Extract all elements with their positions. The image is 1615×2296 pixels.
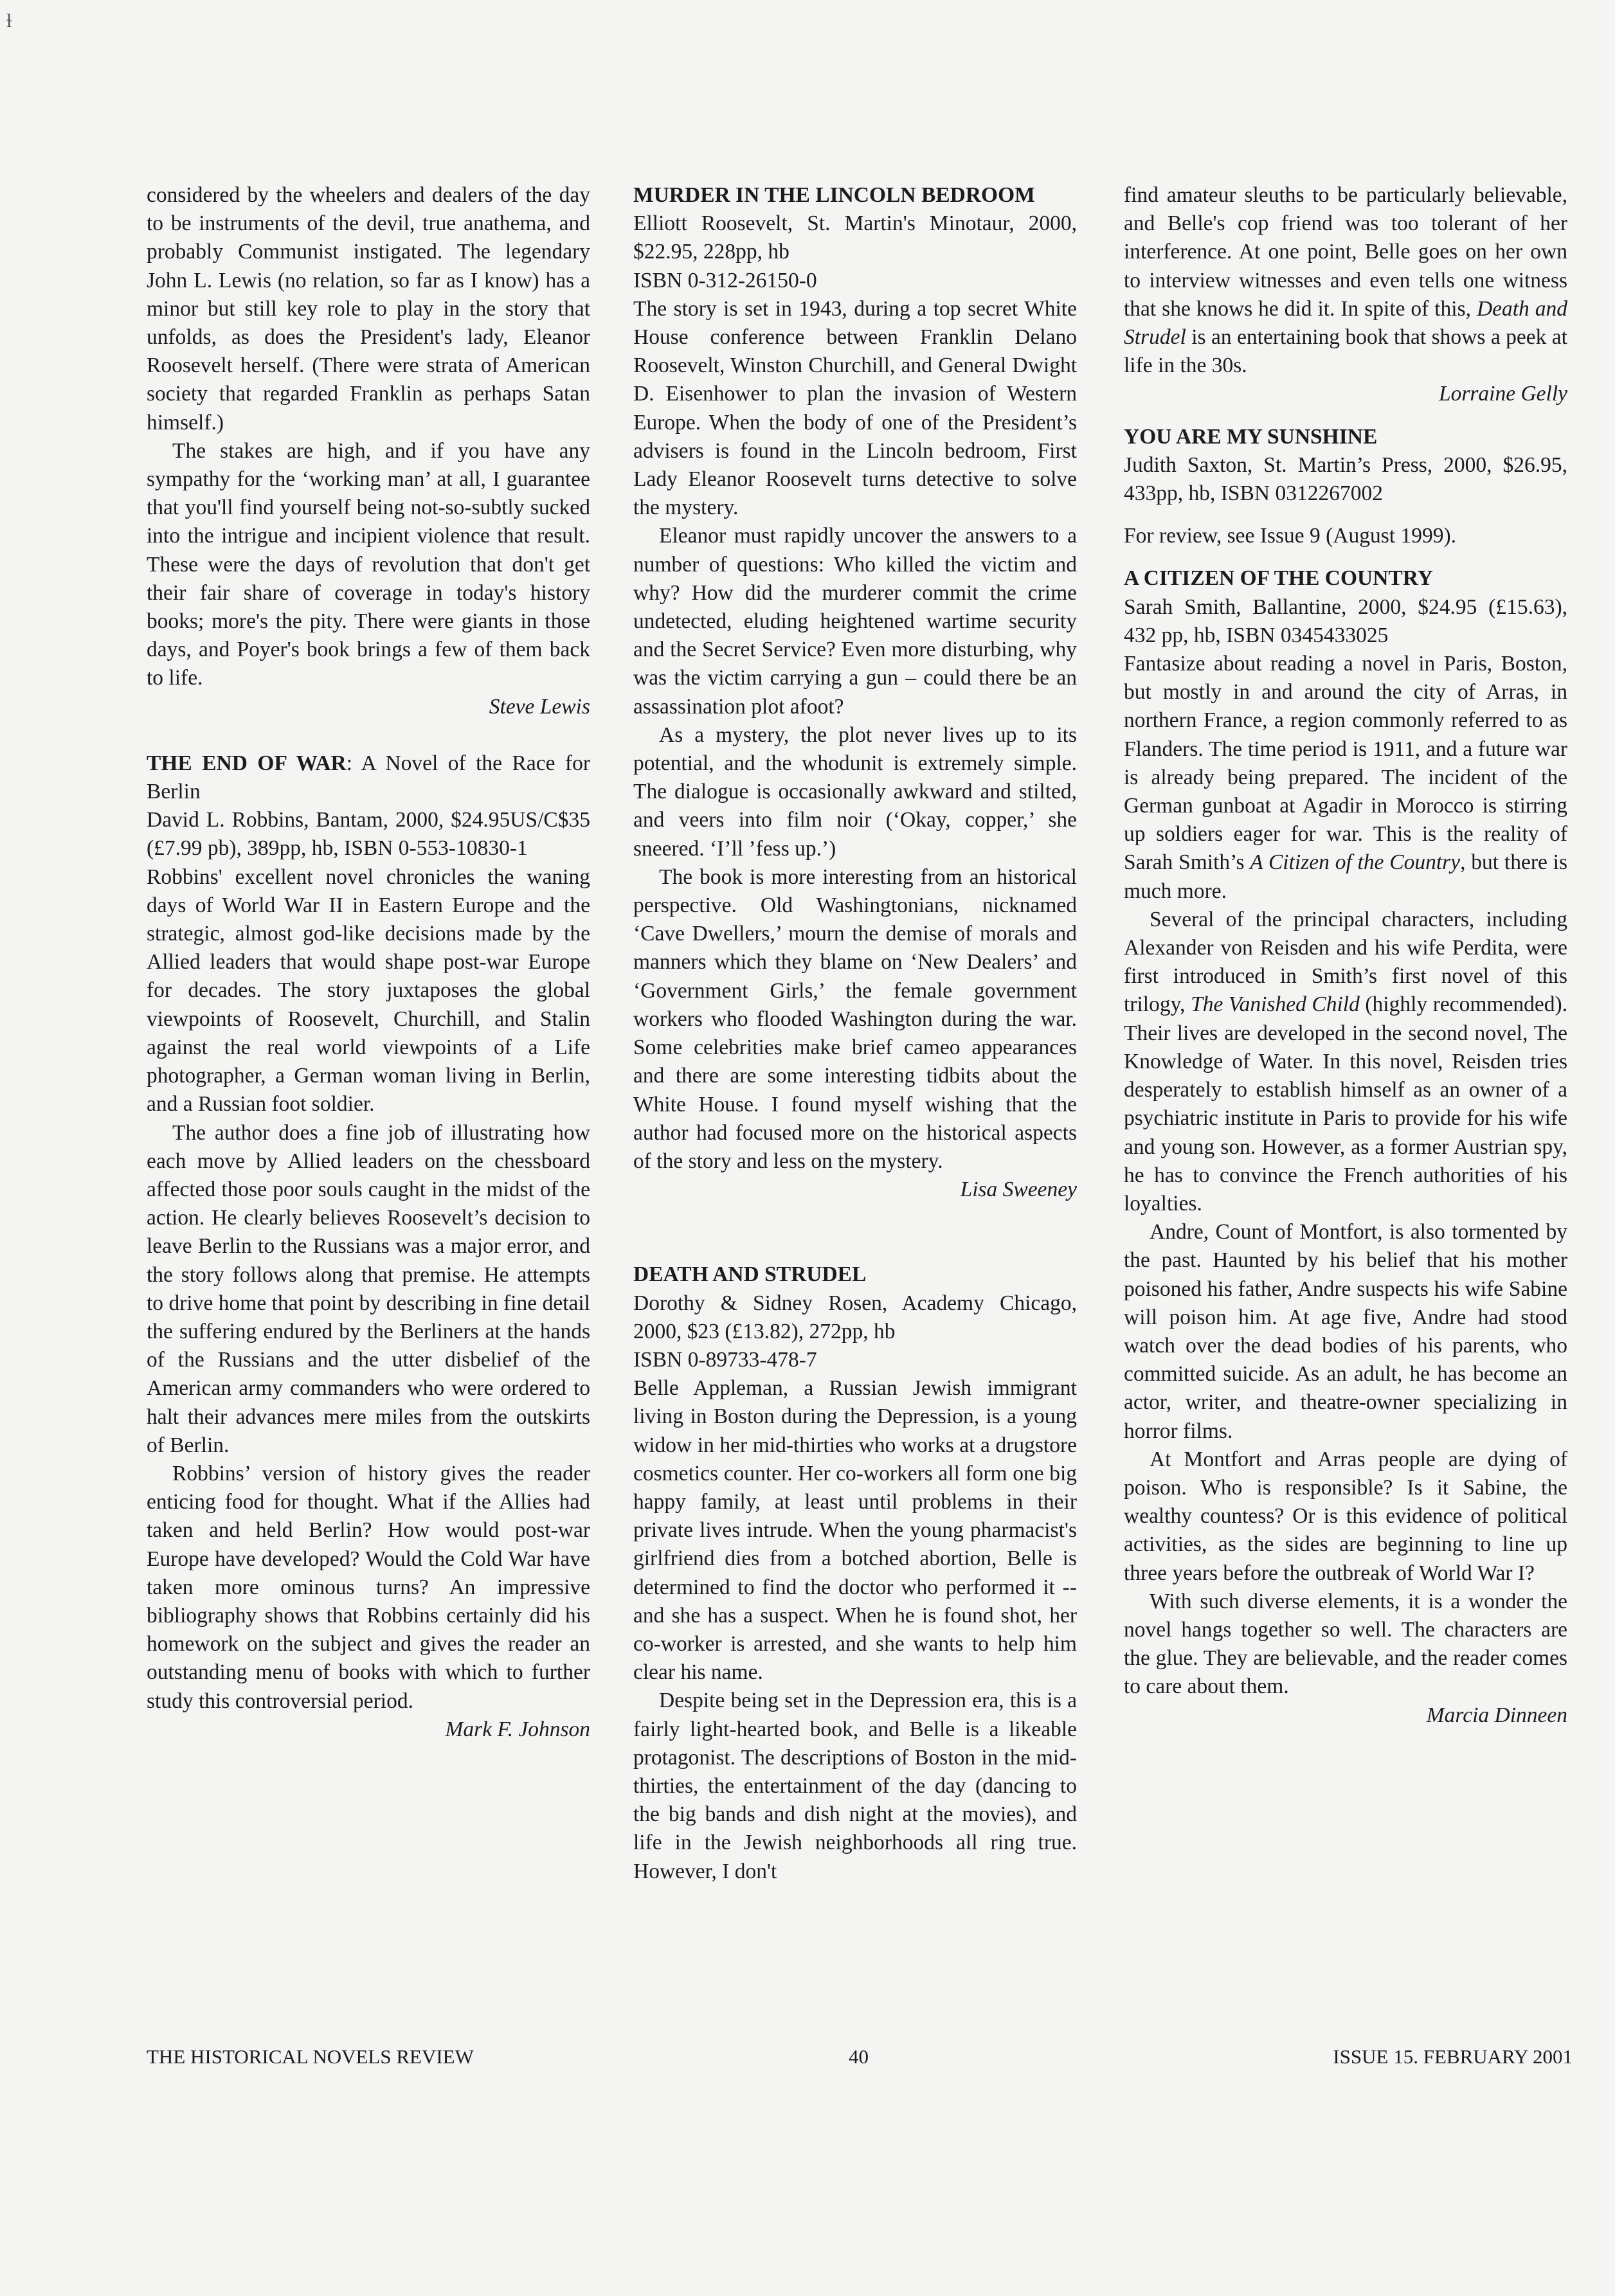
review-heading bbox=[147, 749, 590, 806]
review-meta: Dorothy & Sidney Rosen, Academy Chicago, 2000, $23 (£13.82), 272pp, hb bbox=[633, 1291, 1077, 1343]
review-isbn: ISBN 0-89733-478-7 bbox=[633, 1347, 817, 1372]
column-3 bbox=[1124, 181, 1567, 1730]
text-run: find amateur sleuths to be particularly believable, and Belle's cop friend was too tolerant of her interference. At one point, Belle goes on her own to interview witnesses and even tells one witness that she knows he did it. In spite of this, bbox=[1124, 183, 1567, 321]
review-isbn: ISBN 0-312-26150-0 bbox=[633, 268, 817, 292]
page-number: 40 bbox=[849, 2045, 869, 2068]
paragraph: With such diverse elements, it is a wonder the novel hangs together so well. The characters are the glue. They are believable, and the reader comes to care about them. bbox=[1124, 1589, 1567, 1699]
review-subtitle: : A Novel of the Race for Berlin bbox=[147, 751, 590, 804]
column-1 bbox=[147, 181, 590, 1744]
paragraph bbox=[1124, 906, 1567, 1218]
reviewer-signature: Lisa Sweeney bbox=[960, 1178, 1077, 1202]
review-title: YOU ARE MY SUNSHINE bbox=[1124, 424, 1378, 449]
paragraph: Belle Appleman, a Russian Jewish immigrant living in Boston during the Depression, is a young widow in her mid-thirties who works at a drugstore cosmetics counter. Her co-workers all form one big happy family, at least until problems in their private lives intrude. When the young pharmacist's girlfriend dies from a botched abortion, Belle is determined to find the doctor who performed it -- and she has a suspect. When he is found shot, her co-worker is arrested, and she wants to help him clear his name. bbox=[633, 1376, 1077, 1685]
paragraph: The book is more interesting from an historical perspective. Old Washingtonians, nicknamed ‘Cave Dwellers,’ mourn the demise of morals and manners which they blame on ‘New Dealers’ and ‘Government Girls,’ the female government workers who flooded Washington during the war. Some celebrities make brief cameo appearances and there are some interesting tidbits about the White House. I found myself wishing that the author had focused more on the historical aspects of the story and less on the mystery. bbox=[633, 865, 1077, 1173]
publication-name: THE HISTORICAL NOVELS REVIEW bbox=[147, 2045, 474, 2068]
text-run: (highly recommended). Their lives are developed in the second novel, The Knowledge of Water. In this novel, Reisden tries desperately to establish himself as an owner of a psychiatric institute in Paris to provide for his wife and young son. However, as a former Austrian spy, he has to convince the French authorities of his loyalties. bbox=[1124, 992, 1567, 1215]
paragraph: The story is set in 1943, during a top secret White House conference between Franklin Delano Roosevelt, Winston Churchill, and General Dwight D. Eisenhower to plan the invasion of Western Europe. When the body of one of the President’s advisers is found in the Lincoln bedroom, First Lady Eleanor Roosevelt turns detective to solve the mystery. bbox=[633, 296, 1077, 520]
paragraph: Andre, Count of Montfort, is also tormented by the past. Haunted by his belief that his mother poisoned his father, Andre suspects his wife Sabine will poison him. At age five, Andre had stood watch over the dead bodies of his parents, who committed suicide. As an adult, he has become an actor, writer, and theatre-owner specializing in horror films. bbox=[1124, 1220, 1567, 1443]
issue-date: ISSUE 15. FEBRUARY 2001 bbox=[1333, 2045, 1573, 2068]
book-title: The Vanished Child bbox=[1191, 992, 1360, 1017]
paragraph: Robbins’ version of history gives the reader enticing food for thought. What if the Allies had taken and held Berlin? How would post-war Europe have developed? Would the Cold War have taken more ominous turns? An impressive bibliography shows that Robbins certainly did his homework on the subject and gives the reader an outstanding menu of books with which to further study this controversial period. bbox=[147, 1461, 590, 1713]
column-2 bbox=[633, 181, 1077, 1886]
review-note: For review, see Issue 9 (August 1999). bbox=[1124, 524, 1456, 548]
reviewer-signature: Lorraine Gelly bbox=[1438, 382, 1567, 406]
paragraph bbox=[1124, 650, 1567, 906]
paragraph: Eleanor must rapidly uncover the answers to a number of questions: Who killed the victim and why? How did the murderer commit the crime undetected, eluding heightened wartime security and the Secret Service? Even more disturbing, why was the victim carrying a gun – could there be an assassination plot afoot? bbox=[633, 524, 1077, 719]
text-run: , but there is much more. bbox=[1124, 850, 1567, 903]
review-meta: Elliott Roosevelt, St. Martin's Minotaur, 2000, $22.95, 228pp, hb bbox=[633, 211, 1077, 264]
review-title: A CITIZEN OF THE COUNTRY bbox=[1124, 566, 1433, 591]
paragraph: The author does a fine job of illustrating how each move by Allied leaders on the chessboard affected those poor souls caught in the midst of the action. He clearly believes Roosevelt’s decision to leave Berlin to the Russians was a major error, and the story follows along that premise. He attempts to drive home that point by describing in fine detail the suffering endured by the Berliners at the hands of the Russians and the utter disbelief of the American army commanders who were ordered to halt their advances mere miles from the outskirts of Berlin. bbox=[147, 1120, 590, 1457]
reviewer-signature: Marcia Dinneen bbox=[1426, 1703, 1567, 1727]
paragraph: At Montfort and Arras people are dying of poison. Who is responsible? Is it Sabine, the wealthy countess? Or is this evidence of political activities, as the sides are beginning to line up three years before the outbreak of World War I? bbox=[1124, 1447, 1567, 1585]
paragraph: Robbins' excellent novel chronicles the waning days of World War II in Eastern Europe and the strategic, almost god-like decisions made by the Allied leaders that would shape post-war Europe for decades. The story juxtaposes the global viewpoints of Roosevelt, Churchill, and Stalin against the real world viewpoints of a Life photographer, a German woman living in Berlin, and a Russian foot soldier. bbox=[147, 865, 590, 1117]
paragraph: considered by the wheelers and dealers of the day to be instruments of the devil, true anathema, and probably Communist instigated. The legendary John L. Lewis (no relation, so far as I know) has a minor but still key role to play in the story that unfolds, as does the President's lady, Eleanor Roosevelt herself. (There were strata of American society that regarded Franklin as perhaps Satan himself.) bbox=[147, 183, 590, 435]
reviewer-signature: Mark F. Johnson bbox=[445, 1717, 590, 1741]
review-title: MURDER IN THE LINCOLN BEDROOM bbox=[633, 183, 1035, 207]
book-title: Death and Strudel bbox=[1124, 296, 1567, 350]
text-run: is an entertaining book that shows a peek at life in the 30s. bbox=[1124, 325, 1567, 378]
reviewer-signature: Steve Lewis bbox=[489, 694, 590, 719]
text-run: Several of the principal characters, including Alexander von Reisden and his wife Perdita, were first introduced in Smith’s first novel of this trilogy, bbox=[1124, 907, 1567, 1017]
text-run: Fantasize about reading a novel in Paris, Boston, but mostly in and around the city of Arras, in northern France, a region commonly referred to as Flanders. The time period is 1911, and a future war is already being prepared. The incident of the German gunboat at Agadir in Morocco is stirring up soldiers eager for war. This is the reality of Sarah Smith’s bbox=[1124, 652, 1567, 875]
paragraph: As a mystery, the plot never lives up to its potential, and the whodunit is extremely simple. The dialogue is occasionally awkward and stilted, and veers into film noir (‘Okay, copper,’ she sneered. ‘I’ll ’fess up.’) bbox=[633, 722, 1077, 861]
paragraph: The stakes are high, and if you have any sympathy for the ‘working man’ at all, I guarantee that you'll find yourself being not-so-subtly sucked into the intrigue and incipient violence that result. These were the days of revolution that don't get their fair share of coverage in today's history books; more's the pity. There were giants in those days, and Poyer's book brings a few of them back to life. bbox=[147, 438, 590, 690]
margin-mark: ɫ bbox=[6, 10, 12, 31]
review-meta: Judith Saxton, St. Martin’s Press, 2000, $26.95, 433pp, hb, ISBN 0312267002 bbox=[1124, 453, 1567, 506]
paragraph bbox=[1124, 181, 1567, 380]
review-title: THE END OF WAR bbox=[147, 751, 347, 775]
review-title: DEATH AND STRUDEL bbox=[633, 1262, 867, 1287]
book-title: A Citizen of the Country bbox=[1250, 850, 1461, 875]
review-meta: Sarah Smith, Ballantine, 2000, $24.95 (£15.63), 432 pp, hb, ISBN 0345433025 bbox=[1124, 595, 1567, 647]
review-meta: David L. Robbins, Bantam, 2000, $24.95US/C$35 (£7.99 pb), 389pp, hb, ISBN 0-553-10830-1 bbox=[147, 808, 590, 861]
paragraph: Despite being set in the Depression era, this is a fairly light-hearted book, and Belle is a likeable protagonist. The descriptions of Boston in the mid-thirties, the entertainment of the day (dancing to the big bands and dish night at the movies), and life in the Jewish neighborhoods all ring true. However, I don't bbox=[633, 1689, 1077, 1883]
